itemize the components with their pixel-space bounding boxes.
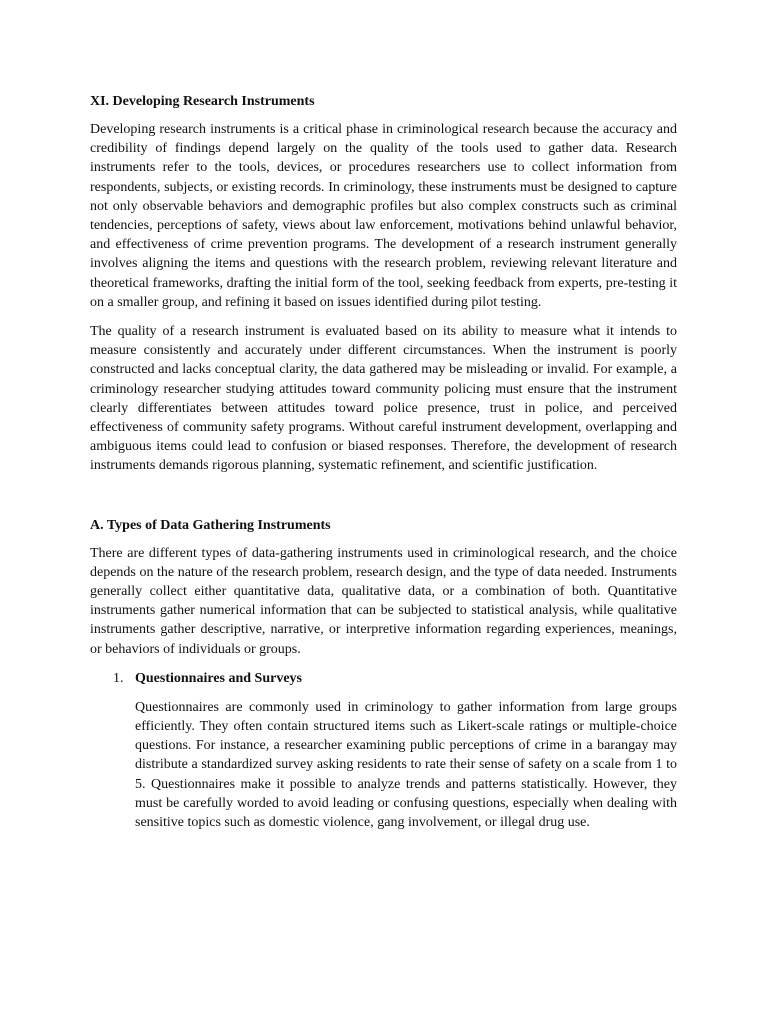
section-spacer xyxy=(90,486,677,516)
list-item-body: Questionnaires are commonly used in criminology to gather information from large groups efficiently. They often contain structured items such as Likert-scale ratings or multiple-choice questions. For instance, a researcher examining public perceptions of crime in a barangay may distribute a standardized survey asking residents to rate their sense of safety on a scale from 1 to 5. Questionnaires make it possible to analyze trends and patterns statistically. However, they must be carefully worded to avoid leading or confusing questions, especially when dealing with sensitive topics such as domestic violence, gang involvement, or illegal drug use. xyxy=(135,699,677,831)
section-paragraph-1: Developing research instruments is a critical phase in criminological research because the accuracy and credibility of findings depend largely on the quality of the tools used to gather data. Research instruments refer to the tools, devices, or procedures researchers use to collect information from respondents, subjects, or existing records. In criminology, these instruments must be designed to capture not only observable behaviors and demographic profiles but also complex constructs such as criminal tendencies, perceptions of safety, views about law enforcement, motivations behind unlawful behavior, and effectiveness of crime prevention programs. The development of a research instrument generally involves aligning the items and questions with the research problem, reviewing relevant literature and theoretical frameworks, drafting the initial form of the tool, seeking feedback from experts, pre-testing it on a smaller group, and refining it based on issues identified during pilot testing. xyxy=(90,122,677,310)
subsection-heading: A. Types of Data Gathering Instruments xyxy=(90,517,331,533)
section-heading: XI. Developing Research Instruments xyxy=(90,94,315,109)
list-item xyxy=(90,669,677,832)
list-item-number: 1. xyxy=(113,670,124,686)
list-item-title: Questionnaires and Surveys xyxy=(135,670,302,686)
instrument-list xyxy=(90,669,677,832)
section-paragraph-2: The quality of a research instrument is evaluated based on its ability to measure what it intends to measure consistently and accurately under different circumstances. When the instrument is poorly constructed and lacks conceptual clarity, the data gathered may be misleading or invalid. For example, a criminology researcher studying attitudes toward community policing must ensure that the instrument clearly differentiates between attitudes toward police presence, trust in police, and perceived effectiveness of community safety programs. Without careful instrument development, overlapping and ambiguous items could lead to confusion or biased responses. Therefore, the development of research instruments demands rigorous planning, systematic refinement, and scientific justification. xyxy=(90,324,677,474)
document-page xyxy=(90,92,677,842)
subsection-paragraph: There are different types of data-gathering instruments used in criminological research, and the choice depends on the nature of the research problem, research design, and the type of data needed. Instruments generally collect either quantitative data, qualitative data, or a combination of both. Quantitative instruments gather numerical information that can be subjected to statistical analysis, while qualitative instruments gather descriptive, narrative, or interpretive information regarding experiences, meanings, or behaviors of individuals or groups. xyxy=(90,545,677,657)
